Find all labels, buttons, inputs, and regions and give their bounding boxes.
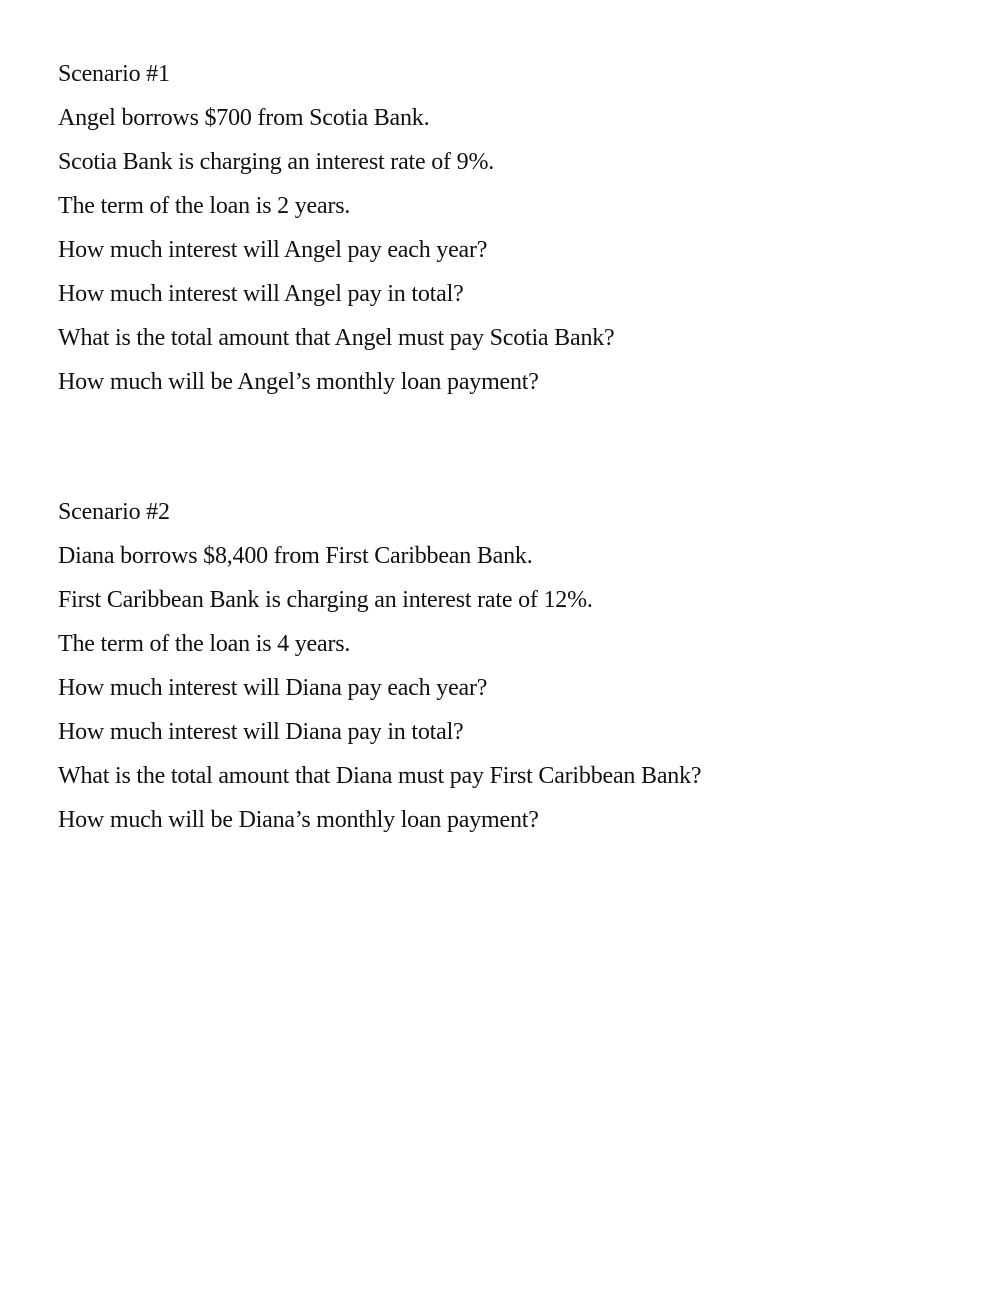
scenario-line: Angel borrows $700 from Scotia Bank.	[58, 105, 430, 131]
question-line: How much interest will Diana pay in total?	[58, 719, 464, 745]
question-line: How much interest will Angel pay each year?	[58, 237, 488, 263]
scenario-line: First Caribbean Bank is charging an interest rate of 12%.	[58, 587, 593, 613]
question-line: What is the total amount that Diana must pay First Caribbean Bank?	[58, 763, 702, 789]
scenario-line: Scotia Bank is charging an interest rate of 9%.	[58, 149, 495, 175]
question-line: How much will be Angel’s monthly loan payment?	[58, 369, 539, 395]
scenario-line: The term of the loan is 4 years.	[58, 631, 351, 657]
question-line: How much interest will Diana pay each year?	[58, 675, 488, 701]
scenario-line: Diana borrows $8,400 from First Caribbean Bank.	[58, 543, 533, 569]
scenario-heading: Scenario #2	[58, 499, 170, 525]
question-line: What is the total amount that Angel must pay Scotia Bank?	[58, 325, 615, 351]
question-line: How much will be Diana’s monthly loan payment?	[58, 807, 539, 833]
scenario-1	[58, 57, 615, 409]
scenario-heading: Scenario #1	[58, 61, 170, 87]
scenario-line: The term of the loan is 2 years.	[58, 193, 351, 219]
scenario-2	[58, 495, 701, 847]
question-line: How much interest will Angel pay in total?	[58, 281, 464, 307]
